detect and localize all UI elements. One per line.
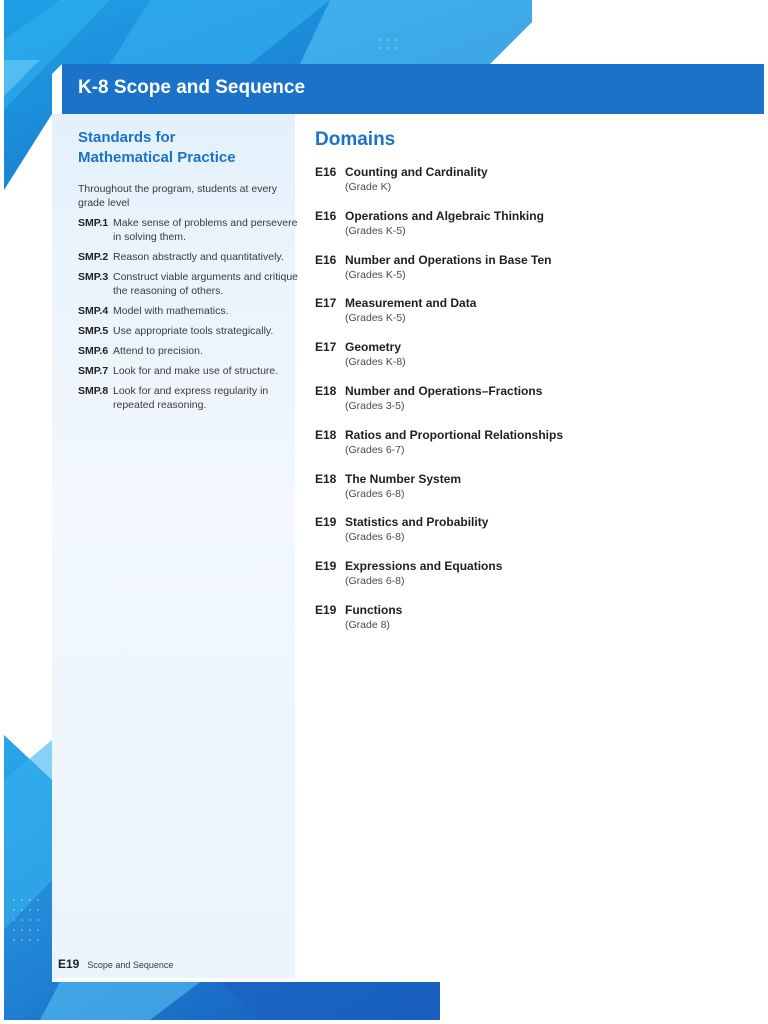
domain-grades: (Grades 6-8) (345, 575, 405, 588)
domain-title-row (315, 383, 735, 399)
domain-item (315, 383, 735, 427)
smp-heading (78, 128, 300, 168)
domain-name: Measurement and Data (345, 296, 477, 311)
smp-item (78, 304, 300, 318)
domains-heading: Domains (315, 129, 396, 150)
domain-title-row (315, 427, 735, 443)
domain-item (315, 164, 735, 208)
smp-text: Use appropriate tools strategically. (113, 325, 274, 337)
domain-name: Functions (345, 602, 403, 617)
domain-grades: (Grades 6-8) (345, 487, 405, 500)
smp-code: SMP.3 (78, 271, 109, 283)
domain-grades: (Grades K-5) (345, 224, 406, 237)
smp-code: SMP.6 (78, 345, 109, 357)
domain-grades: (Grades K-5) (345, 312, 406, 325)
smp-text: Look for and make use of structure. (113, 365, 279, 377)
domain-page-ref: E16 (315, 165, 337, 179)
smp-item (78, 364, 300, 378)
domain-item (315, 208, 735, 252)
smp-section (78, 128, 300, 418)
domain-name: Statistics and Probability (345, 515, 489, 530)
domain-item (315, 558, 735, 602)
domains-section (315, 128, 735, 646)
footer-label: Scope and Sequence (87, 960, 174, 970)
domain-page-ref: E17 (315, 340, 337, 355)
domain-grades: (Grades K-5) (345, 268, 406, 281)
domain-title-row (315, 252, 735, 268)
domain-title-row (315, 558, 735, 574)
domain-title-row (315, 295, 735, 311)
smp-text: Look for and express regularity in repeated reasoning. (113, 385, 269, 411)
domain-name: Counting and Cardinality (345, 165, 488, 179)
smp-text: Reason abstractly and quantitatively. (113, 251, 284, 263)
domain-title-row (315, 208, 735, 224)
domain-page-ref: E16 (315, 208, 337, 223)
domain-item (315, 295, 735, 339)
smp-item (78, 324, 300, 338)
domain-name: Operations and Algebraic Thinking (345, 208, 544, 223)
domain-page-ref: E19 (315, 559, 337, 574)
smp-item (78, 250, 300, 264)
domain-grades: (Grades 3-5) (345, 399, 405, 412)
footer (58, 957, 173, 971)
domain-grades: (Grades 6-8) (345, 531, 405, 544)
domain-item (315, 339, 735, 383)
domain-item (315, 514, 735, 558)
smp-heading-line1: Standards for (78, 129, 176, 146)
domain-grades: (Grade 8) (345, 618, 390, 631)
smp-text: Model with mathematics. (113, 305, 229, 317)
domain-grades: (Grades K-8) (345, 356, 406, 369)
smp-list (78, 216, 300, 412)
smp-code: SMP.5 (78, 325, 109, 337)
smp-code: SMP.1 (78, 217, 109, 229)
domain-title-row (315, 471, 735, 487)
domain-title-row (315, 514, 735, 530)
smp-code: SMP.7 (78, 365, 109, 377)
domain-page-ref: E19 (315, 515, 337, 530)
domain-name: Geometry (345, 340, 402, 355)
domain-item (315, 427, 735, 471)
smp-item (78, 270, 300, 298)
domain-name: Number and Operations in Base Ten (345, 252, 552, 267)
smp-item (78, 344, 300, 358)
footer-page-number: E19 (58, 957, 80, 971)
domain-item (315, 252, 735, 296)
smp-text: Construct viable arguments and critique the reasoning of others. (113, 271, 299, 297)
domain-page-ref: E18 (315, 383, 337, 398)
domain-grades: (Grade K) (345, 181, 392, 193)
domain-page-ref: E16 (315, 252, 337, 267)
smp-intro: Throughout the program, students at every grade level (78, 183, 278, 209)
domain-item (315, 471, 735, 515)
domain-name: Number and Operations–Fractions (345, 383, 543, 398)
domain-page-ref: E18 (315, 427, 337, 442)
smp-item (78, 216, 300, 244)
smp-item (78, 384, 300, 412)
page-title: K-8 Scope and Sequence (78, 77, 306, 98)
title-bar (62, 64, 764, 114)
domain-title-row (315, 164, 735, 180)
smp-code: SMP.4 (78, 305, 109, 317)
domain-name: Expressions and Equations (345, 559, 503, 574)
domain-page-ref: E18 (315, 471, 337, 486)
smp-text: Make sense of problems and persevere in solving them. (113, 217, 298, 243)
domain-page-ref: E17 (315, 296, 337, 311)
domain-list (315, 164, 735, 646)
domain-grades: (Grades 6-7) (345, 443, 405, 456)
domain-title-row (315, 602, 735, 618)
domain-title-row (315, 339, 735, 355)
smp-heading-line2: Mathematical Practice (78, 149, 236, 166)
smp-code: SMP.8 (78, 385, 109, 397)
domain-name: Ratios and Proportional Relationships (345, 427, 564, 442)
domain-name: The Number System (345, 471, 462, 486)
domain-item (315, 602, 735, 646)
domain-page-ref: E19 (315, 602, 337, 617)
smp-text: Attend to precision. (113, 345, 203, 357)
smp-code: SMP.2 (78, 251, 109, 263)
